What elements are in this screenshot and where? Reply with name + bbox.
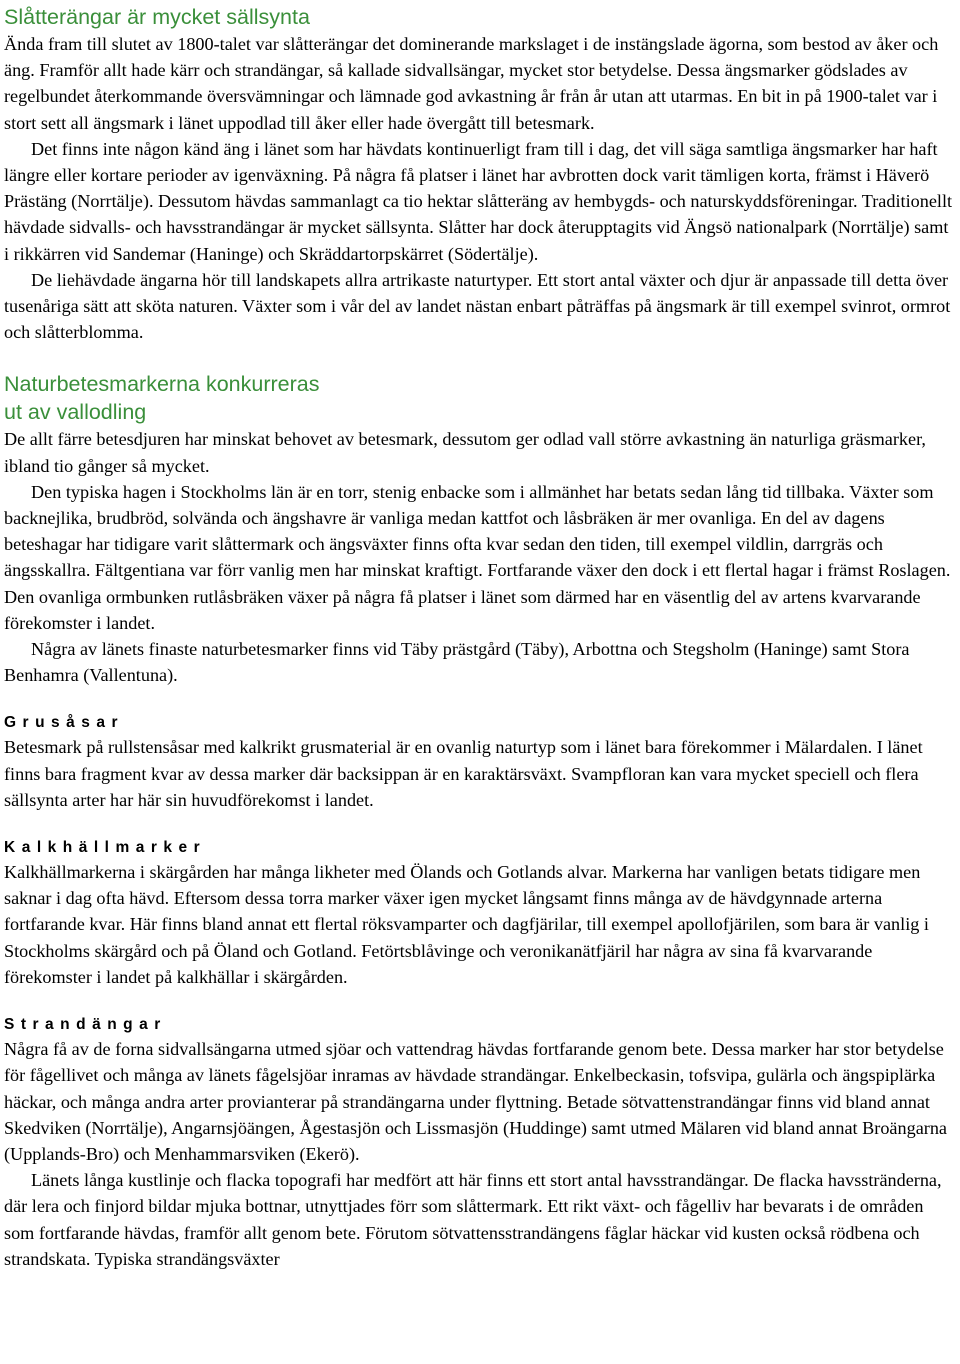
section-heading: Slåtterängar är mycket sällsynta	[4, 5, 310, 29]
heading-line-1: Naturbetesmarkerna konkurreras	[4, 372, 320, 397]
paragraph: Det finns inte någon känd äng i länet som har hävdats kontinuerligt fram till i dag, det vill säga samtliga ängsmarker har haft längre eller kortare perioder av igenväxning. På några få platser i länet har avbrotten dock varit tämligen korta, främst i Häverö Prästäng (Norrtälje). Dessutom hävdas sammanlagt ca tio hektar slåtteräng av hembygds- och naturskyddsföreningar. Traditionellt hävdade sidvalls- och havsstrandängar är mycket sällsynta. Slåtter har dock återupptagits vid Ängsö nationalpark (Norrtälje) samt i rikkärren vid Sandemar (Haninge) och Skräddartorpskärret (Södertälje).	[4, 138, 953, 264]
heading-line-2: ut av vallodling	[4, 400, 147, 425]
section-strandangar	[4, 1014, 958, 1272]
section-naturbetesmarker	[4, 370, 958, 688]
subsection-heading: Kalkhällmarker	[4, 839, 207, 857]
paragraph: Betesmark på rullstensåsar med kalkrikt grusmaterial är en ovanlig naturtyp som i länet bara förekommer i Mälardalen. I länet finns bara fragment kvar av dessa marker där backsippan är en karaktärsväxt. Svampfloran kan vara mycket speciell och flera sällsynta arter har här sin huvudförekomst i landet.	[4, 737, 923, 810]
paragraph: Den typiska hagen i Stockholms län är en torr, stenig enbacke som i allmänhet har betats sedan lång tid tillbaka. Växter som backnejlika, brudbröd, solvända och ängshavre är vanliga medan kattfot och låsbräken är mer ovanliga. En del av dagens beteshagar har tidigare varit slåttermark och ängsväxter finns ofta kvar sedan den tiden, till exempel vildlin, darrgräs och ängsskallra. Fältgentiana var förr vanlig men har minskat kraftigt. Fortfarande växer den dock i ett flertal hagar i främst Roslagen. Den ovanliga ormbunken rutlåsbräken växer på några få platser i länet som därmed har en väsentlig del av artens kvarvarande förekomster i landet.	[4, 481, 951, 633]
document-page	[4, 0, 958, 1272]
paragraph: Kalkhällmarkerna i skärgården har många likheter med Ölands och Gotlands alvar. Markerna har vanligen betats tidigare men saknar i dag ofta hävd. Eftersom dessa torra marker växer igen mycket långsamt finns många av de hävdgynnade arterna fortfarande kvar. Här finns bland annat ett flertal röksvamparter och dagfjärilar, till exempel apollofjärilen, som bara är vanlig i Stockholms skärgård och på Öland och Gotland. Fetörtsblåvinge och veronikanätfjäril har några av sina få kvarvarande förekomster i landet på kalkhällar i skärgården.	[4, 862, 929, 987]
section-kalkhallmarker	[4, 837, 958, 990]
paragraph: Ända fram till slutet av 1800-talet var slåtterängar det dominerande markslaget i de instängslade ägorna, som bestod av åker och äng. Framför allt hade kärr och strandängar, så kallade sidvallsängar, mycket stor betydelse. Dessa ängsmarker gödslades av regelbundet återkommande översvämningar och lämnade god avkastning år från år utan att utarmas. En bit in på 1900-talet var i stort sett all ängsmark i länet uppodlad till åker eller hade övergått till betesmark.	[4, 34, 939, 133]
paragraph: Några få av de forna sidvallsängarna utmed sjöar och vattendrag hävdas fortfarande genom bete. Dessa marker har stor betydelse för fågellivet och många av länets fågelsjöar inramas av hävdade strandängar. Enkelbeckasin, tofsvipa, gulärla och ängspiplärka häckar, och många andra arter provianterar på strandängarna under flyttning. Betade sötvattenstrandängar finns vid bland annat Skedviken (Norrtälje), Angarnsjöängen, Ågestasjön och Lissmasjön (Huddinge) samt utmed Mälaren vid bland annat Broängarna (Upplands-Bro) och Menhammarsviken (Ekerö).	[4, 1039, 947, 1164]
subsection-heading: Strandängar	[4, 1016, 167, 1034]
paragraph: Några av länets finaste naturbetesmarker finns vid Täby prästgård (Täby), Arbottna och Stegsholm (Haninge) samt Stora Benhamra (Vallentuna).	[4, 639, 910, 686]
paragraph: De allt färre betesdjuren har minskat behovet av betesmark, dessutom ger odlad vall större avkastning än naturliga gräsmarker, ibland tio gånger så mycket.	[4, 429, 926, 476]
subsection-heading: Grusåsar	[4, 714, 125, 732]
section-slatterangar	[4, 3, 958, 345]
section-grusasar	[4, 712, 958, 813]
section-heading	[4, 370, 958, 426]
paragraph: De liehävdade ängarna hör till landskapets allra artrikaste naturtyper. Ett stort antal växter och djur är anpassade till detta över tusenåriga sätt att sköta naturen. Växter som i vår del av landet nästan enbart påträffas på ängsmark är till exempel svinrot, ormrot och slåtterblomma.	[4, 269, 951, 343]
paragraph: Länets långa kustlinje och flacka topografi har medfört att här finns ett stort antal havsstrandängar. De flacka havsstränderna, där lera och finjord bildar mjuka bottnar, utnyttjades förr som slåttermark. Ett rikt växt- och fågelliv har bevarats i de områden som fortfarande hävdas, framför allt genom bete. Förutom sötvattensstrandängens fåglar häckar vid kusten också rödbena och strandskata. Typiska strandängsväxter	[4, 1170, 942, 1269]
